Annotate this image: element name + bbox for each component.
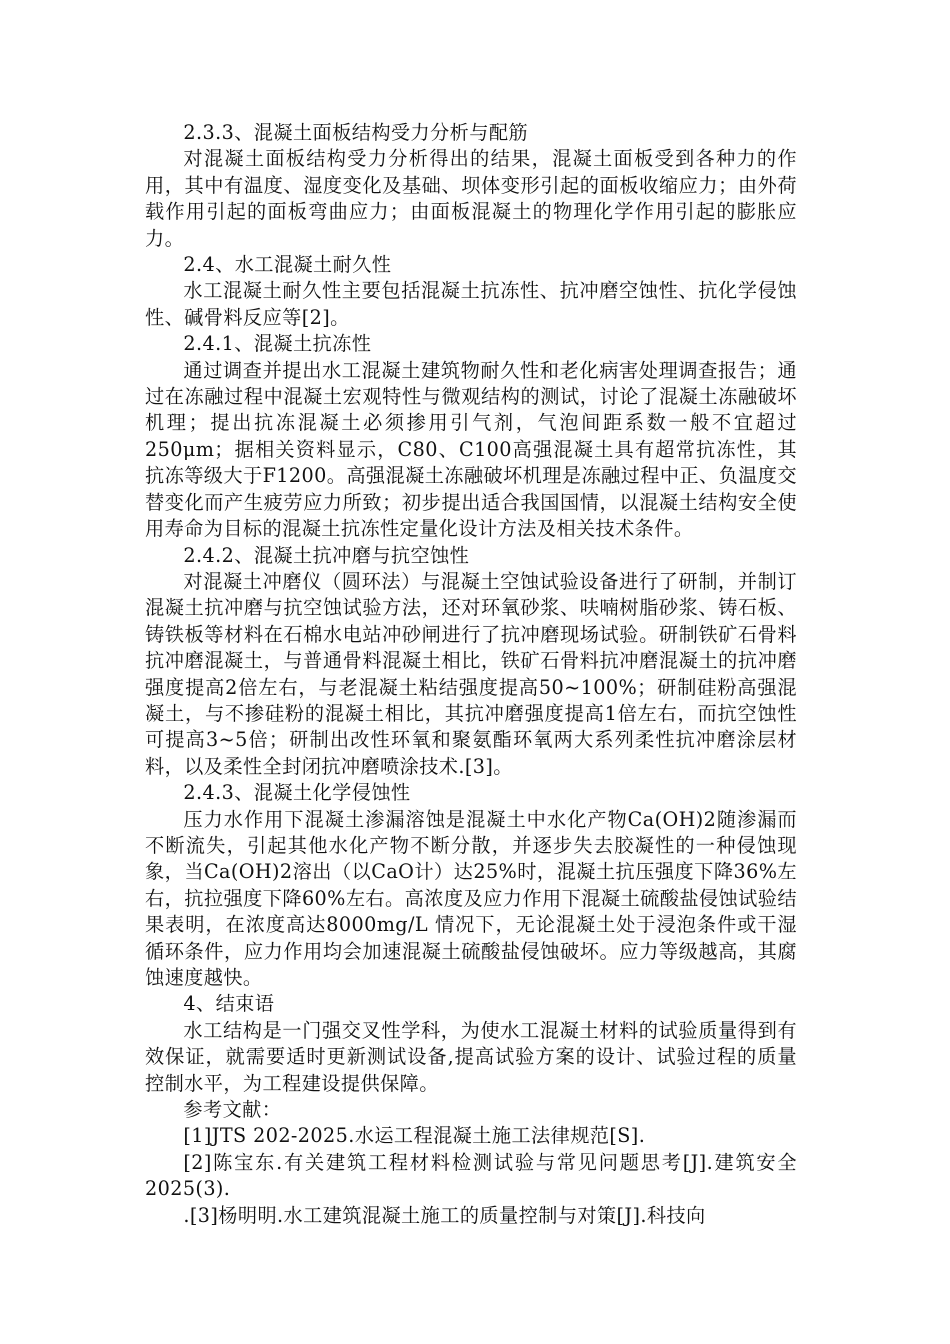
paragraph-abrasion-cavitation: 对混凝土冲磨仪（圆环法）与混凝土空蚀试验设备进行了研制，并制订混凝土抗冲磨与抗空蚀试验方法，还对环氧砂浆、呋喃树脂砂浆、铸石板、铸铁板等材料在石棉水电站冲砂闸进行了抗冲磨现场试验。研制铁矿石骨料抗冲磨混凝土，与普通骨料混凝土相比，铁矿石骨料抗冲磨混凝土的抗冲磨强度提高2倍左右，与老混凝土粘结强度提高50~100%；研制硅粉高强混凝土，与不掺硅粉的混凝土相比，其抗冲磨强度提高1倍左右，而抗空蚀性可提高3~5倍；研制出改性环氧和聚氨酯环氧两大系列柔性抗冲磨涂层材料，以及柔性全封闭抗冲磨喷涂技术.[3]。 <box>145 569 797 778</box>
paragraph-chemical-erosion: 压力水作用下混凝土渗漏溶蚀是混凝土中水化产物Ca(OH)2随渗漏而不断流失，引起其他水化产物不断分散，并逐步失去胶凝性的一种侵蚀现象，当Ca(OH)2溶出（以CaO计）达25%时，混凝土抗压强度下降36%左右，抗拉强度下降60%左右。高浓度及应力作用下混凝土硫酸盐侵蚀试验结果表明，在浓度高达8000mg/L 情况下，无论混凝土处于浸泡条件或干湿循环条件，应力作用均会加速混凝土硫酸盐侵蚀破坏。应力等级越高，其腐蚀速度越快。 <box>145 807 797 989</box>
section-heading-2-4-1: 2.4.1、混凝土抗冻性 <box>183 332 372 356</box>
section-heading-conclusion: 4、结束语 <box>183 992 275 1016</box>
paragraph-conclusion: 水工结构是一门强交叉性学科，为使水工混凝土材料的试验质量得到有效保证，就需要适时更新测试设备,提高试验方案的设计、试验过程的质量控制水平，为工程建设提供保障。 <box>145 1018 797 1095</box>
paragraph-durability-intro: 水工混凝土耐久性主要包括混凝土抗冻性、抗冲磨空蚀性、抗化学侵蚀性、碱骨料反应等[2]。 <box>145 279 797 329</box>
section-heading-2-3-3: 2.3.3、混凝土面板结构受力分析与配筋 <box>183 121 529 144</box>
paragraph-frost-resistance: 通过调查并提出水工混凝土建筑物耐久性和老化病害处理调查报告；通过在冻融过程中混凝土宏观特性与微观结构的测试，讨论了混凝土冻融破坏机理；提出抗冻混凝土必须掺用引气剂，气泡间距系数一般不宜超过250μm；据相关资料显示，C80、C100高强混凝土具有超常抗冻性，其抗冻等级大于F1200。高强混凝土冻融破坏机理是冻融过程中正、负温度交替变化而产生疲劳应力所致；初步提出适合我国国情，以混凝土结构安全使用寿命为目标的混凝土抗冻性定量化设计方法及相关技术条件。 <box>145 358 797 541</box>
reference-item-2: [2]陈宝东.有关建筑工程材料检测试验与常见问题思考[J].建筑安全2025(3). <box>145 1150 797 1201</box>
references-heading: 参考文献： <box>183 1098 282 1122</box>
section-heading-2-4-3: 2.4.3、混凝土化学侵蚀性 <box>183 781 411 805</box>
section-heading-2-4-2: 2.4.2、混凝土抗冲磨与抗空蚀性 <box>183 543 470 567</box>
reference-item-1: [1]JTS 202-2025.水运工程混凝土施工法律规范[S]. <box>183 1124 646 1148</box>
paragraph-panel-stress: 对混凝土面板结构受力分析得出的结果，混凝土面板受到各种力的作用，其中有温度、湿度变化及基础、坝体变形引起的面板收缩应力；由外荷载作用引起的面板弯曲应力；由面板混凝土的物理化学作用引起的膨胀应力。 <box>145 147 797 250</box>
section-heading-2-4: 2.4、水工混凝土耐久性 <box>183 253 392 277</box>
reference-item-3: .[3]杨明明.水工建筑混凝土施工的质量控制与对策[J].科技向 <box>183 1203 706 1227</box>
document-body <box>145 120 797 1229</box>
